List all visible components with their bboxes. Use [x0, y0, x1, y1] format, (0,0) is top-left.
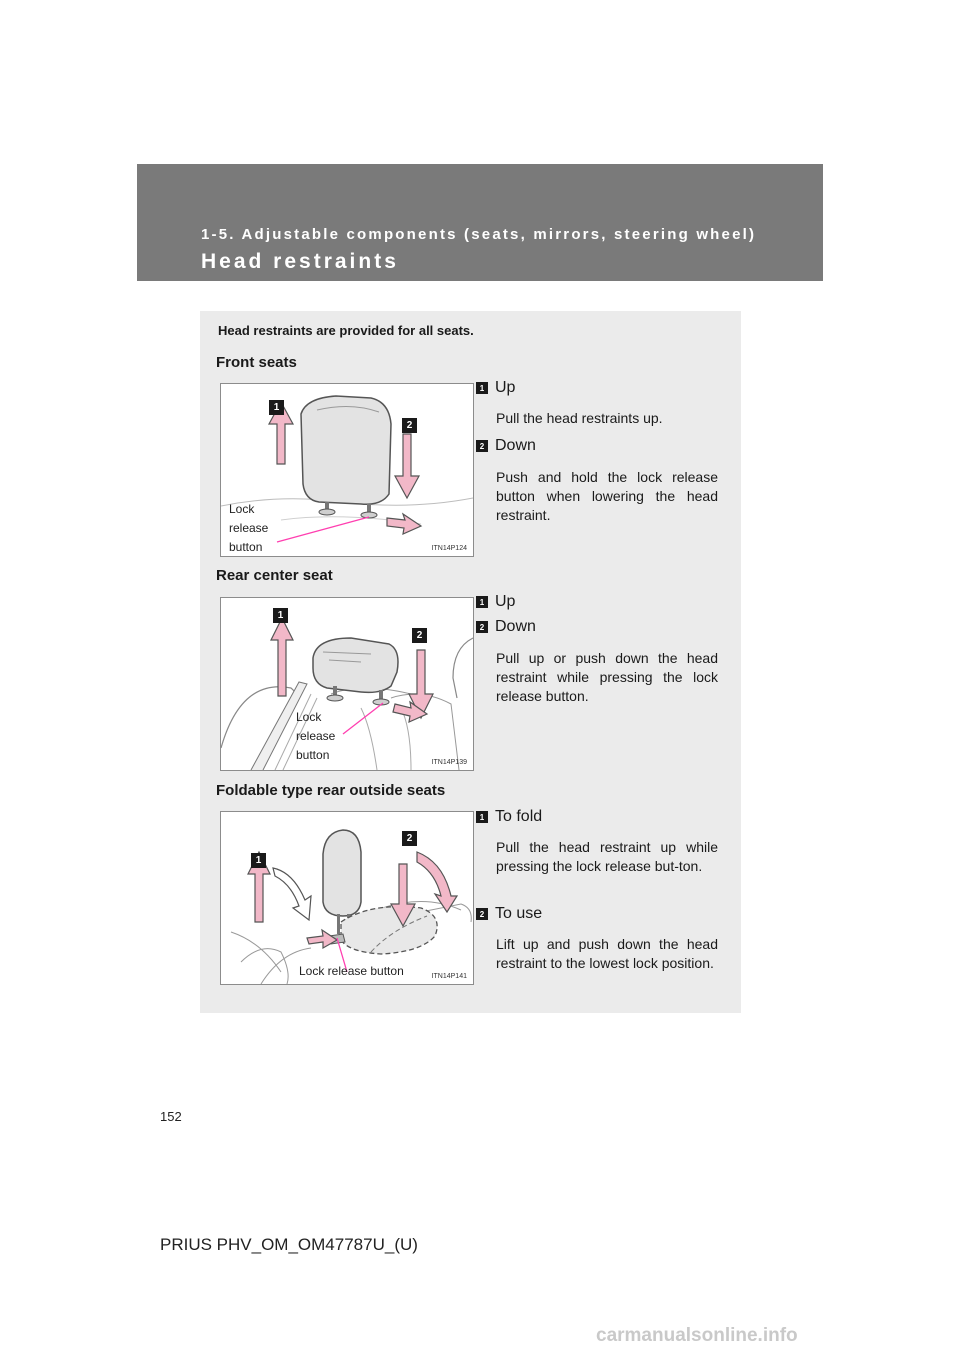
step-number-badge: 1 — [476, 811, 488, 823]
step-description: Push and hold the lock release button when lowering the head restraint. — [496, 469, 718, 523]
front-seats-heading: Front seats — [216, 354, 297, 371]
callout-1: 1 — [251, 853, 266, 868]
step-description: Pull the head restraints up. — [496, 410, 663, 426]
content-panel — [200, 311, 741, 1013]
step-up — [476, 593, 515, 611]
step-title: To use — [495, 905, 543, 922]
page-number: 152 — [160, 1109, 182, 1124]
lock-release-label: Lock release button — [229, 502, 269, 554]
document-id: PRIUS PHV_OM_OM47787U_(U) — [160, 1235, 418, 1254]
step-description: Lift up and push down the head restraint to the lowest lock position. — [496, 936, 718, 971]
section-label: 1-5. Adjustable components (seats, mirrors, steering wheel) — [201, 226, 757, 243]
step-title: Down — [495, 437, 536, 454]
page-title: Head restraints — [201, 250, 399, 273]
foldable-seat-illustration — [221, 812, 473, 984]
step-number-badge: 2 — [476, 621, 488, 633]
step-description: Pull up or push down the head restraint while pressing the lock release button. — [496, 650, 718, 704]
callout-1: 1 — [269, 400, 284, 415]
watermark: carmanualsonline.info — [596, 1325, 798, 1346]
figure-code: ITN14P139 — [431, 759, 467, 766]
step-title: To fold — [495, 808, 543, 825]
intro-text: Head restraints are provided for all seats. — [218, 323, 474, 338]
figure-code: ITN14P141 — [431, 973, 467, 980]
step-title: Up — [495, 379, 516, 396]
step-down — [476, 437, 536, 455]
rear-center-illustration — [221, 598, 473, 770]
step-title: Up — [495, 593, 516, 610]
step-number-badge: 1 — [476, 382, 488, 394]
step-to-use — [476, 905, 542, 923]
lock-release-label: Lock release button — [299, 964, 404, 978]
front-seat-figure — [220, 383, 474, 557]
step-down — [476, 618, 536, 636]
callout-1: 1 — [273, 608, 288, 623]
rear-center-seat-heading: Rear center seat — [216, 567, 333, 584]
figure-code: ITN14P124 — [431, 545, 467, 552]
step-number-badge: 1 — [476, 596, 488, 608]
foldable-rear-outside-seats-heading: Foldable type rear outside seats — [216, 782, 446, 799]
section-header — [137, 164, 823, 281]
step-up — [476, 379, 515, 397]
step-to-fold — [476, 808, 542, 826]
foldable-seat-figure — [220, 811, 474, 985]
step-number-badge: 2 — [476, 908, 488, 920]
callout-2: 2 — [402, 418, 417, 433]
callout-2: 2 — [412, 628, 427, 643]
step-title: Down — [495, 618, 536, 635]
step-description: Pull the head restraint up while pressing the lock release but-ton. — [496, 839, 718, 874]
rear-center-figure — [220, 597, 474, 771]
lock-release-label: Lock release button — [296, 710, 336, 762]
callout-2: 2 — [402, 831, 417, 846]
step-number-badge: 2 — [476, 440, 488, 452]
